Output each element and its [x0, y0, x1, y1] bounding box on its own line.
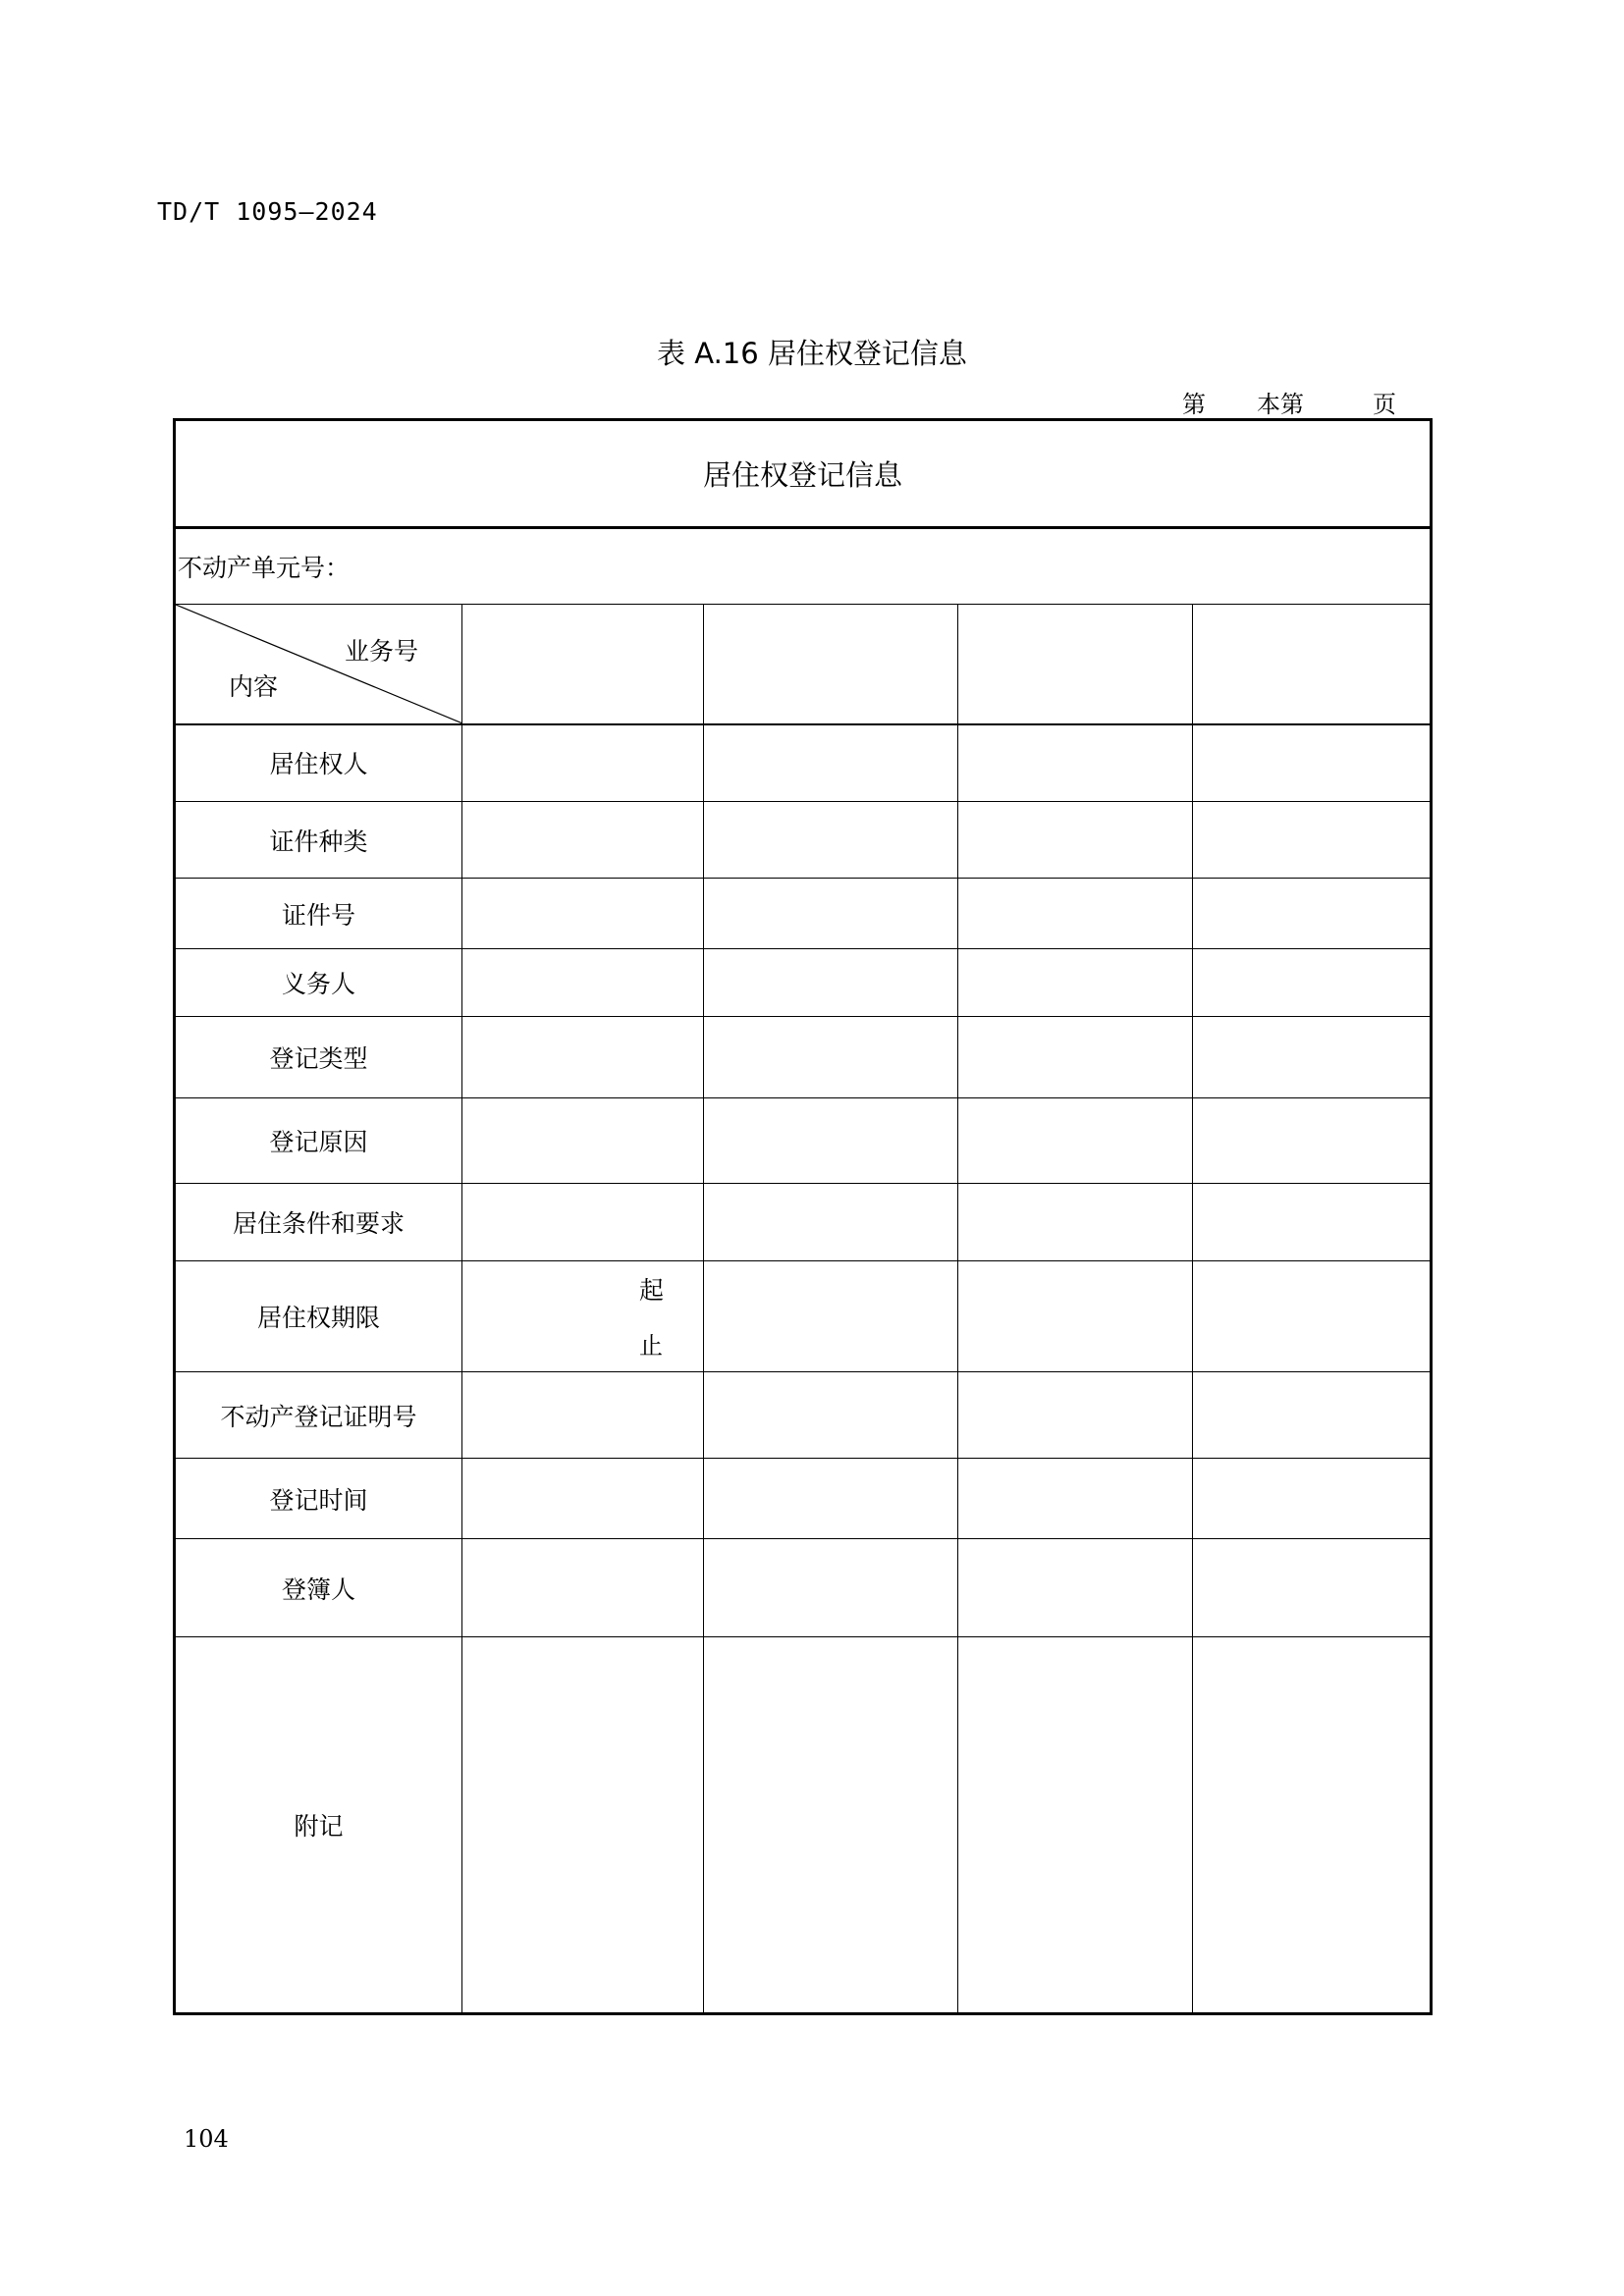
row-label: 登记原因 — [175, 1098, 462, 1184]
table-row — [175, 1539, 1432, 1637]
value-cell[interactable] — [1193, 879, 1432, 949]
row-label: 居住条件和要求 — [175, 1184, 462, 1261]
value-cell[interactable] — [1193, 949, 1432, 1017]
value-cell[interactable] — [462, 1184, 704, 1261]
value-cell[interactable] — [704, 1372, 958, 1459]
table-row — [175, 1372, 1432, 1459]
value-cell[interactable] — [704, 1017, 958, 1098]
value-cell[interactable] — [1193, 1017, 1432, 1098]
row-label: 附记 — [175, 1637, 462, 2014]
table-row — [175, 1184, 1432, 1261]
table-row — [175, 802, 1432, 879]
value-cell[interactable] — [462, 1459, 704, 1539]
value-cell[interactable] — [462, 1098, 704, 1184]
value-cell[interactable] — [1193, 724, 1432, 802]
period-end-label: 止 — [639, 1332, 663, 1360]
value-cell[interactable] — [1193, 1098, 1432, 1184]
row-label: 登记类型 — [175, 1017, 462, 1098]
row-label: 登记时间 — [175, 1459, 462, 1539]
diagonal-header-cell — [175, 605, 462, 724]
value-cell[interactable] — [704, 1637, 958, 2014]
table-row — [175, 1459, 1432, 1539]
table-row — [175, 1637, 1432, 2014]
period-cell[interactable] — [462, 1261, 704, 1372]
table-row — [175, 724, 1432, 802]
business-no-cell[interactable] — [1193, 605, 1432, 724]
pager-volume-and: 本第 — [1257, 391, 1304, 418]
row-label: 登簿人 — [175, 1539, 462, 1637]
table-row — [175, 1098, 1432, 1184]
period-start-label: 起 — [639, 1276, 665, 1305]
value-cell[interactable] — [1193, 1539, 1432, 1637]
value-cell[interactable] — [704, 724, 958, 802]
table-row — [175, 879, 1432, 949]
value-cell[interactable] — [462, 1017, 704, 1098]
value-cell[interactable] — [1193, 1459, 1432, 1539]
value-cell[interactable] — [704, 1459, 958, 1539]
value-cell[interactable] — [462, 1372, 704, 1459]
value-cell[interactable] — [958, 879, 1193, 949]
pager-page: 页 — [1373, 391, 1396, 418]
value-cell[interactable] — [958, 1459, 1193, 1539]
table-title-row — [175, 420, 1432, 528]
value-cell[interactable] — [704, 879, 958, 949]
value-cell[interactable] — [1193, 1184, 1432, 1261]
business-header-row — [175, 605, 1432, 724]
value-cell[interactable] — [958, 802, 1193, 879]
diagonal-line — [176, 605, 461, 723]
table-caption: 表 A.16 居住权登记信息 — [657, 337, 967, 370]
value-cell[interactable] — [958, 1372, 1193, 1459]
row-label: 证件号 — [175, 879, 462, 949]
value-cell[interactable] — [704, 1261, 958, 1372]
value-cell[interactable] — [958, 1017, 1193, 1098]
value-cell[interactable] — [704, 1539, 958, 1637]
page-number: 104 — [184, 2125, 229, 2153]
value-cell[interactable] — [704, 1098, 958, 1184]
value-cell[interactable] — [958, 724, 1193, 802]
value-cell[interactable] — [1193, 1261, 1432, 1372]
value-cell[interactable] — [462, 879, 704, 949]
business-no-cell[interactable] — [462, 605, 704, 724]
row-label: 居住权人 — [175, 724, 462, 802]
unit-number-label: 不动产单元号： — [175, 528, 1432, 605]
value-cell[interactable] — [958, 1184, 1193, 1261]
value-cell[interactable] — [704, 949, 958, 1017]
row-label: 证件种类 — [175, 802, 462, 879]
value-cell[interactable] — [462, 949, 704, 1017]
table-row — [175, 949, 1432, 1017]
value-cell[interactable] — [958, 1539, 1193, 1637]
row-label: 居住权期限 — [175, 1261, 462, 1372]
value-cell[interactable] — [1193, 802, 1432, 879]
value-cell[interactable] — [958, 1098, 1193, 1184]
value-cell[interactable] — [958, 1261, 1193, 1372]
value-cell[interactable] — [958, 949, 1193, 1017]
business-no-cell[interactable] — [958, 605, 1193, 724]
value-cell[interactable] — [1193, 1372, 1432, 1459]
sheet-pager — [1168, 385, 1404, 418]
value-cell[interactable] — [704, 1184, 958, 1261]
row-label: 不动产登记证明号 — [175, 1372, 462, 1459]
table-row — [175, 1017, 1432, 1098]
business-no-cell[interactable] — [704, 605, 958, 724]
value-cell[interactable] — [1193, 1637, 1432, 2014]
value-cell[interactable] — [958, 1637, 1193, 2014]
table-title: 居住权登记信息 — [175, 420, 1432, 528]
value-cell[interactable] — [462, 1637, 704, 2014]
business-no-label: 业务号 — [344, 637, 418, 666]
value-cell[interactable] — [462, 802, 704, 879]
row-label: 义务人 — [175, 949, 462, 1017]
pager-the: 第 — [1182, 391, 1206, 418]
value-cell[interactable] — [704, 802, 958, 879]
unit-number-row — [175, 528, 1432, 605]
standard-code: TD/T 1095—2024 — [157, 197, 378, 226]
content-label: 内容 — [229, 672, 279, 701]
value-cell[interactable] — [462, 724, 704, 802]
value-cell[interactable] — [462, 1539, 704, 1637]
table-row — [175, 1261, 1432, 1372]
registration-table — [173, 418, 1433, 2015]
